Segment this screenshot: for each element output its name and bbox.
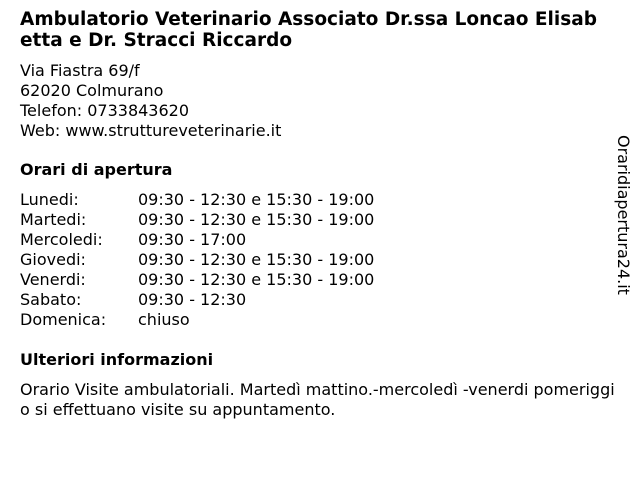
hours-day: Domenica: bbox=[20, 310, 107, 329]
hours-time: 09:30 - 12:30 e 15:30 - 19:00 bbox=[138, 250, 375, 269]
hours-table bbox=[20, 190, 620, 330]
hours-time: 09:30 - 12:30 e 15:30 - 19:00 bbox=[138, 270, 375, 289]
address-block bbox=[20, 61, 620, 141]
hours-row-friday bbox=[20, 270, 620, 290]
hours-row-wednesday bbox=[20, 230, 620, 250]
hours-row-tuesday bbox=[20, 210, 620, 230]
hours-time: chiuso bbox=[138, 310, 190, 329]
brand-watermark: Oraridiapertura24.it bbox=[614, 135, 633, 295]
business-name: Ambulatorio Veterinario Associato Dr.ssa Loncao Elisabetta e Dr. Stracci Riccardo bbox=[20, 9, 597, 51]
business-card bbox=[20, 9, 620, 420]
hours-day: Martedi: bbox=[20, 210, 87, 229]
hours-row-sunday bbox=[20, 310, 620, 330]
hours-day: Sabato: bbox=[20, 290, 82, 309]
address-city: 62020 Colmurano bbox=[20, 81, 164, 100]
hours-time: 09:30 - 12:30 e 15:30 - 19:00 bbox=[138, 210, 375, 229]
hours-day: Venerdi: bbox=[20, 270, 86, 289]
hours-time: 09:30 - 12:30 e 15:30 - 19:00 bbox=[138, 190, 375, 209]
info-heading: Ulteriori informazioni bbox=[20, 350, 214, 369]
hours-time: 09:30 - 12:30 bbox=[138, 290, 247, 309]
hours-day: Lunedi: bbox=[20, 190, 79, 209]
hours-row-monday bbox=[20, 190, 620, 210]
address-street: Via Fiastra 69/f bbox=[20, 61, 140, 80]
hours-day: Mercoledi: bbox=[20, 230, 103, 249]
hours-row-saturday bbox=[20, 290, 620, 310]
hours-row-thursday bbox=[20, 250, 620, 270]
hours-day: Giovedi: bbox=[20, 250, 86, 269]
phone-text: Telefon: 0733843620 bbox=[20, 101, 190, 120]
info-text: Orario Visite ambulatoriali. Martedì mattino.-mercoledì -venerdi pomeriggio si effettuano visite su appuntamento. bbox=[20, 380, 615, 419]
hours-heading: Orari di apertura bbox=[20, 160, 173, 179]
hours-time: 09:30 - 17:00 bbox=[138, 230, 247, 249]
web-text: Web: www.struttureveterinarie.it bbox=[20, 121, 282, 140]
